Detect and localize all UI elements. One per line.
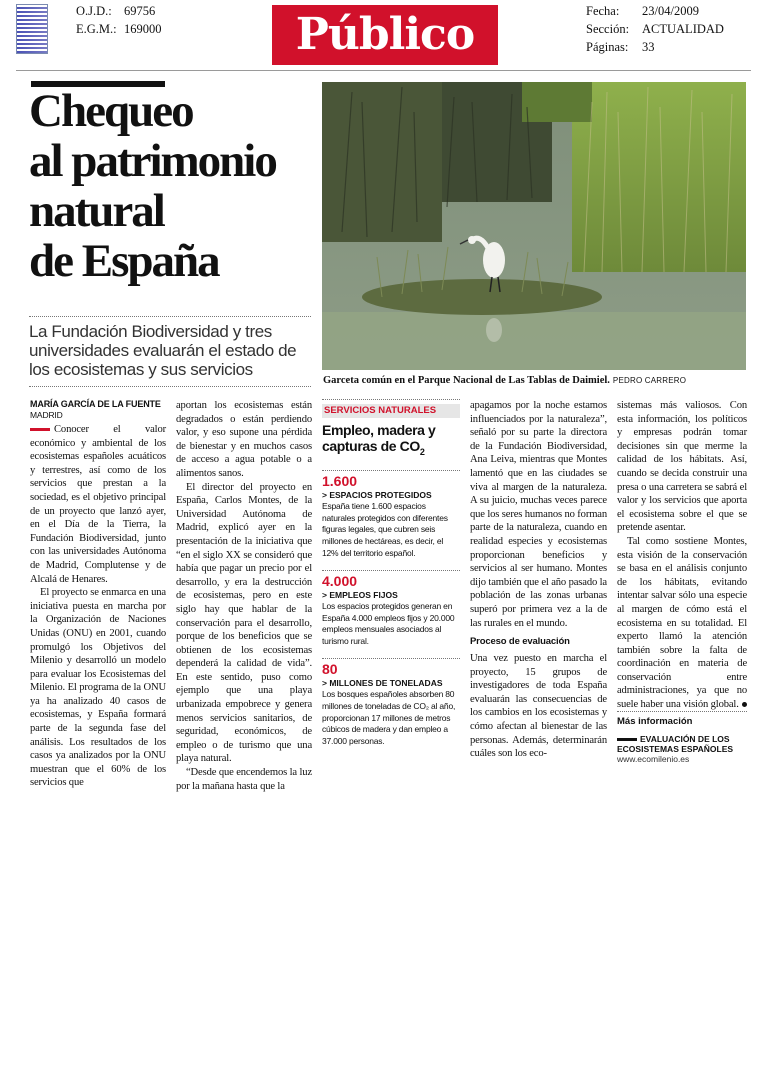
lead-marker [30,428,50,431]
fact-text: España tiene 1.600 espacios naturales protegidos con diferentes figuras legales, que cubren seis millones de hectáreas, es decir, el 12% del territorio español. [322,500,448,558]
headline-line: Chequeo [29,85,193,137]
paragraph: aportan los ecosistemas están degradados o están perdiendo valor, y eso supone una pérdida de bienestar y en muchos casos de acceso a agua potable o a alimentos sanos. [176,400,312,479]
paginas-value: 33 [642,40,655,54]
egm-label: E.G.M.: [76,22,117,36]
paragraph: Conocer el valor económico y ambiental de los ecosistemas españoles acuáticos y terrestres, así como de los servicios que prestan a la sociedad, es el objetivo principal de un proyecto que lanzó ayer, en el Día de la Tierra, la Fundación Biodiversidad, junto con las universidades Autónoma de Madrid, Complutense y de Alcalá de Henares. [30,424,166,585]
clipping-thumbnail [16,4,48,54]
publication-meta [586,2,724,56]
dek: La Fundación Biodiversidad y tres universidades evaluarán el estado de los ecosistemas y sus servicios [29,322,297,379]
article-column-1 [30,399,166,790]
byline: MARÍA GARCÍA DE LA FUENTE [30,399,161,409]
end-of-article-mark [742,702,747,707]
sidebar-label: SERVICIOS NATURALES [322,404,460,418]
audience-meta [76,2,162,38]
paragraph: apagamos por la noche estamos influenciados por la naturaleza”, señaló por su parte la directora de la Fundación Biodiversidad, Ana Leiva, mientras que Montes lamentó que en las ciudades se viva al margen de la naturaleza. A su juicio, muchas veces parece que los seres humanos no forman parte de la naturaleza, cuando en realidad especies y ecosistemas proporcionan beneficios y servicios al ser humano. Montes dijo también que el año pasado la población de las zonas urbanas superó por primera vez a la de las rurales en el mundo. [470,400,607,629]
article-column-4 [470,399,607,761]
fact-heading: > EMPLEOS FIJOS [322,589,398,600]
more-info-title: Más información [617,711,747,728]
fecha-value: 23/04/2009 [642,4,699,18]
egret-wetland-photo [322,82,746,370]
ojd-label: O.J.D.: [76,4,112,18]
fact-number: 4.000 [322,572,358,589]
photo-caption-text: Garceta común en el Parque Nacional de Las Tablas de Daimiel. [323,375,610,386]
fact-text: Los espacios protegidos generan en España 4.000 empleos fijos y 20.000 empleos mensuales asociados al turismo rural. [322,600,455,647]
more-info-subtitle: EVALUACIÓN DE LOS ECOSISTEMAS ESPAÑOLES [617,734,734,754]
dateline-place: MADRID [30,410,63,420]
headline-line: natural [29,185,164,237]
headline [29,86,319,286]
article-column-5 [617,399,747,712]
fact-item [322,658,460,748]
sidebar-title: Empleo, madera y capturas de $CO_2$ [322,422,436,457]
dek-top-rule [29,316,311,317]
dek-bottom-rule [29,386,311,387]
paragraph: “Desde que encendemos la luz por la mañana hasta que la [176,767,312,792]
fact-number: 1.600 [322,472,358,489]
ojd-value: 69756 [124,4,156,18]
fact-heading: > ESPACIOS PROTEGIDOS [322,489,432,500]
photo-caption [323,375,686,386]
paginas-label: Páginas: [586,40,629,54]
more-info-link[interactable]: www.ecomilenio.es [617,754,690,764]
paragraph: Tal como sostiene Montes, esta visión de la conservación se basa en el análisis conjunto de los hábitats, evitando intentar salvar sólo una especie al margen de cómo está el ecosistema en su totalidad. El experto llamó la atención también sobre la falta de coordinación en materia de conservación entre administraciones, ya que no suele haber una visión global. [617,535,747,711]
headline-line: de España [29,235,219,287]
fact-number: 80 [322,660,338,677]
seccion-label: Sección: [586,22,630,36]
facts-sidebar [322,399,460,748]
photo-credit: PEDRO CARRERO [612,376,687,385]
paragraph: Una vez puesto en marcha el proyecto, 15 grupos de investigadores de toda España evaluarán las consecuencias de los cambios en los ecosistemas y cómo afectan al bienestar de las personas. Además, determinarán cuáles son los eco- [470,653,607,760]
more-info-box [617,711,747,765]
fact-text: Los bosques españoles absorben 80 millones de toneladas de CO₂ al año, proporcionan 17 millones de metros cúbicos de madera y dan empleo a 37.000 personas. [322,688,456,747]
egm-value: 169000 [124,22,162,36]
header-divider [16,70,751,71]
fact-item [322,470,460,560]
seccion-value: ACTUALIDAD [642,22,724,36]
fecha-label: Fecha: [586,4,620,18]
fact-item [322,570,460,648]
headline-line: al patrimonio [29,135,276,187]
section-subhead: Proceso de evaluación [470,636,570,648]
publico-logo: Público [272,5,498,65]
paragraph: El proyecto se enmarca en una iniciativa puesta en marcha por la Organización de Naciones Unidas (ONU) en 2001, cuando promulgó los Objetivos del Milenio y desarrolló un modelo para evaluar los Ecosistemas del Milenio. El programa de la ONU ya ha analizado 40 casos de ecosistemas, y España formará parte de la segunda fase del análisis. Los resultados de los casos ya analizados por la ONU muestran que el 60% de los servicios que [30,587,166,789]
paragraph: sistemas más valiosos. Con esta información, los políticos y empresas podrán tomar decisiones sin que merme la calidad de los hábitats. Así, cuando se decida construir una presa o una carretera se sabrá el valor y los servicios que aporta el ecosistema sobre el que se pretende asentar. [617,400,747,534]
paragraph: El director del proyecto en España, Carlos Montes, de la Universidad Autónoma de Madrid, explicó ayer en la presentación de la iniciativa que “en el siglo XX se consideró que había que pagar un precio por el desarrollo, y era la destrucción de ecosistemas, pero en este siglo hay que hablar de la conservación para el desarrollo, porque de los beneficios que se obtienen de los ecosistemas dependerá la calidad de vida”. En este sentido, puso como ejemplo que una playa urbanizada empobrece y genera menos servicios sanitarios, de seguridad, económicos, de empleo o de turismo que una playa natural. [176,481,312,765]
fact-heading: > MILLONES DE TONELADAS [322,677,443,688]
article-column-2 [176,399,312,793]
